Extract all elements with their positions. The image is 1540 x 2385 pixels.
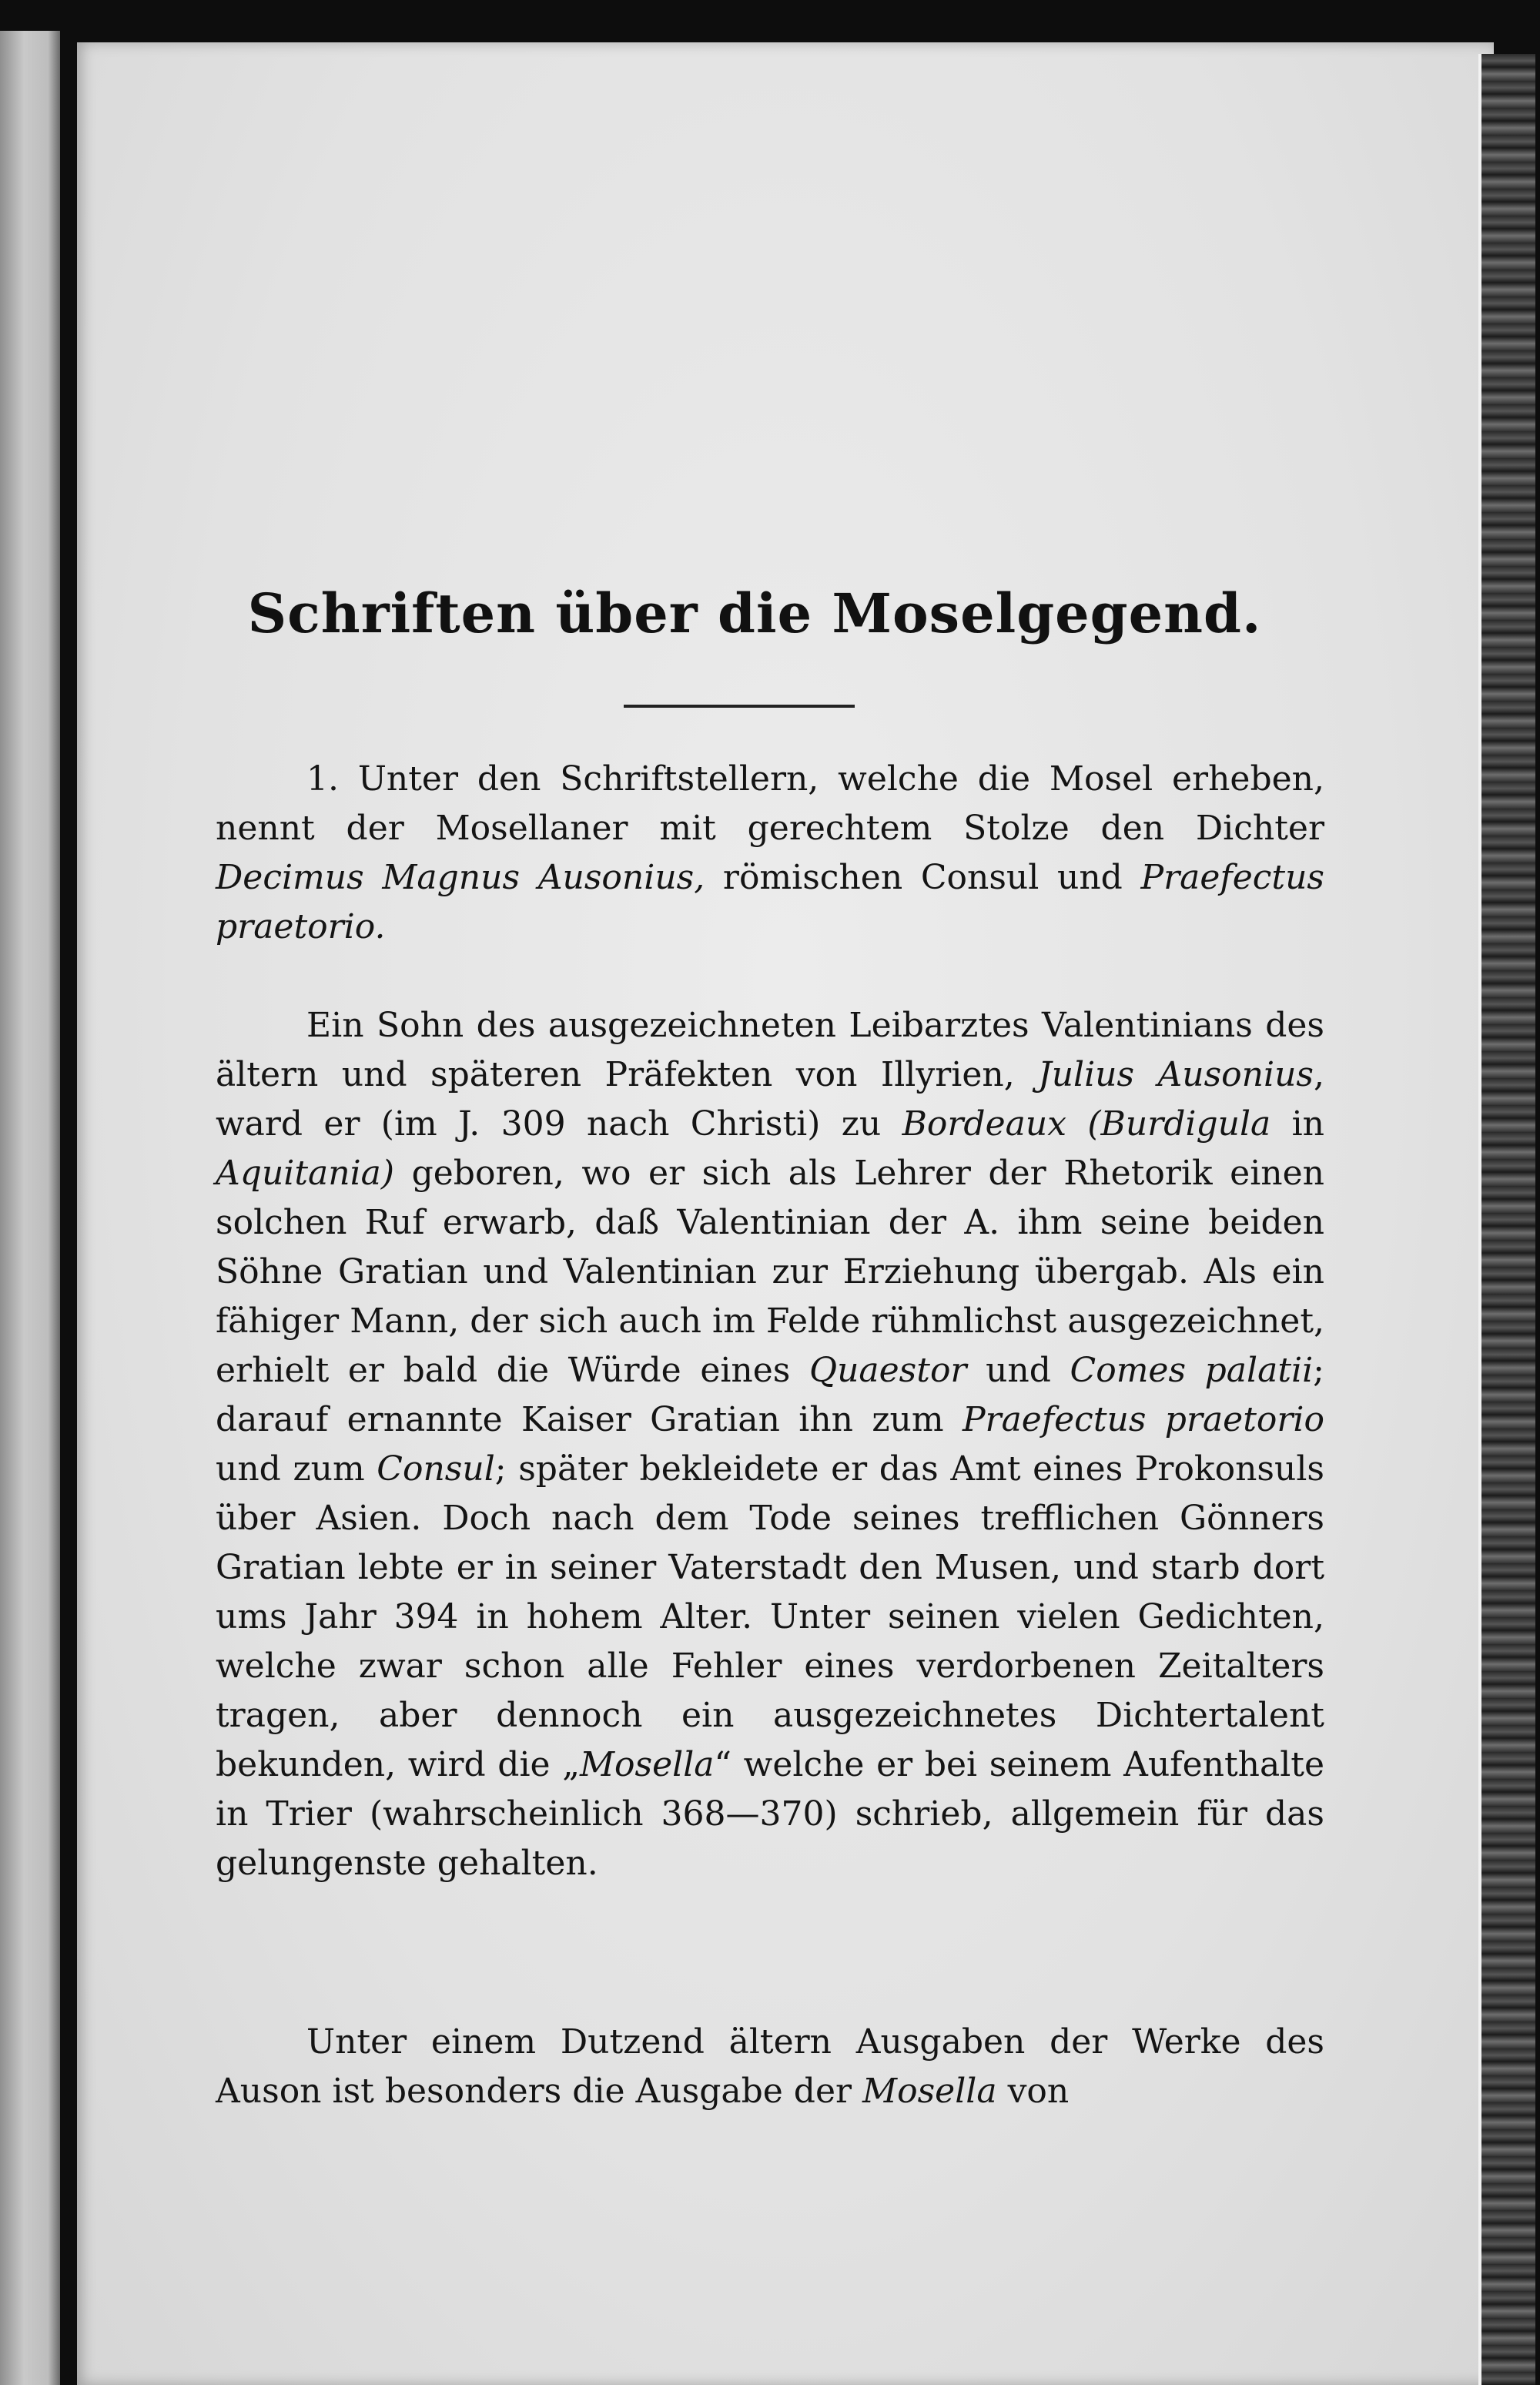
text-run: geboren, wo er sich als Lehrer der Rhetorik einen solchen Ruf erwarb, daß Valentinian der A. ihm seine beiden Söhne Gratian und Valentinian zur Erziehung übergab. Als ein fähiger Mann, der sich auch im Felde rühmlichst ausgezeichnet, erhielt er bald die Würde eines [216, 1154, 1324, 1390]
italic-run: Julius Ausonius [1038, 1055, 1314, 1094]
italic-run: Mosella [580, 1745, 715, 1784]
text-run: von [996, 2072, 1070, 2111]
title-rule [624, 705, 855, 708]
italic-run: Consul [377, 1449, 495, 1489]
paragraph-1 [216, 755, 1324, 952]
left-facing-page [0, 31, 60, 2385]
italic-run: Comes palatii [1070, 1351, 1314, 1390]
text-run: Ein Sohn des ausgezeichneten Leibarztes Valentinians des ältern und späteren Präfekten von Illyrien, [216, 1006, 1324, 1094]
paragraph-2 [216, 1001, 1324, 1888]
book-page [77, 42, 1494, 2385]
italic-run: Bordeaux (Burdigula [902, 1104, 1271, 1144]
text-run: 1. Unter den Schriftstellern, welche die Mosel erheben, nennt der Mosellaner mit gerechtem Stolze den Dichter [216, 759, 1324, 848]
italic-run: Quaestor [809, 1351, 967, 1390]
text-run: , ward er (im J. 309 nach Christi) zu [216, 1055, 1324, 1144]
text-run: ; darauf ernannte Kaiser Gratian ihn zum [216, 1351, 1324, 1439]
italic-run: Aquitania) [216, 1154, 395, 1193]
text-run: Unter einem Dutzend ältern Ausgaben der Werke des Auson ist besonders die Ausgabe der [216, 2022, 1324, 2111]
italic-run: Mosella [862, 2072, 997, 2111]
italic-run: Praefectus praetorio [962, 1400, 1324, 1439]
text-run: in [1270, 1104, 1324, 1144]
italic-run: Decimus Magnus Ausonius, [216, 858, 705, 897]
paragraph-3 [216, 2018, 1324, 2116]
text-run: und zum [216, 1449, 377, 1489]
page-edge [1478, 54, 1535, 2385]
page-title: Schriften über die Moselgegend. [247, 581, 1262, 645]
text-run: römischen Consul und [705, 858, 1141, 897]
text-run: und [966, 1351, 1070, 1390]
italic-run: Praefectus praetorio. [216, 858, 1324, 946]
text-run: ; später bekleidete er das Amt eines Prokonsuls über Asien. Doch nach dem Tode seines trefflichen Gönners Gratian lebte er in seiner Vaterstadt den Musen, und starb dort ums Jahr 394 in hohem Alter. Unter seinen vielen Gedichten, welche zwar schon alle Fehler eines verdorbenen Zeitalters tragen, aber dennoch ein ausgezeichnetes Dichtertalent bekunden, wird die „ [216, 1449, 1324, 1784]
text-run: “ welche er bei seinem Aufenthalte in Trier (wahrscheinlich 368—370) schrieb, allgemein für das gelungenste gehalten. [216, 1745, 1324, 1883]
